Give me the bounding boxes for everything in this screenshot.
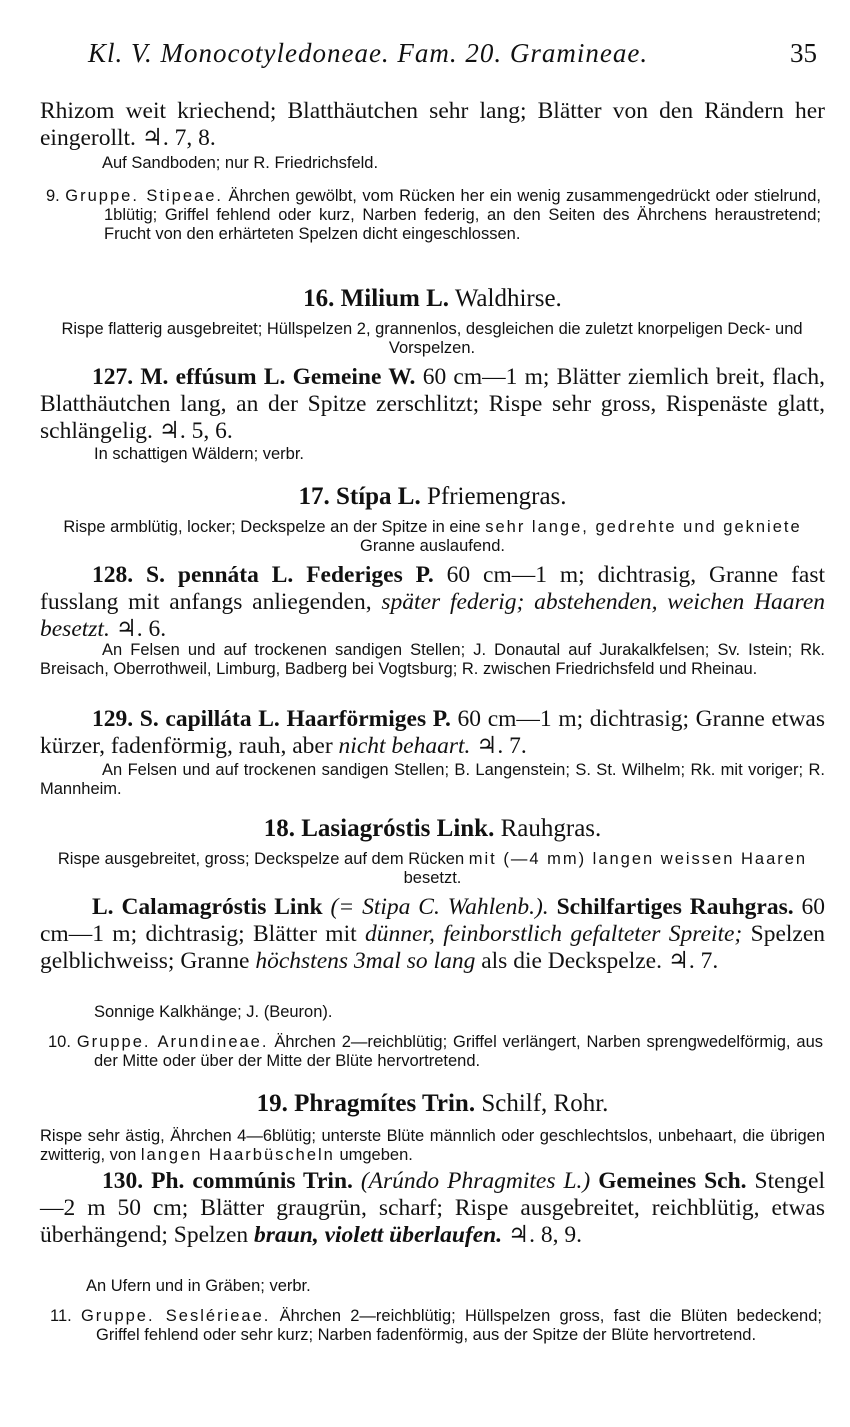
- species-common-name: Haarförmiges P.: [286, 706, 451, 732]
- running-title: Kl. V. Monocotyledoneae. Fam. 20. Gramineae.: [88, 38, 649, 68]
- species-synonym: (= Stipa C. Wahlenb.).: [330, 894, 549, 920]
- species-number: 128.: [92, 562, 134, 588]
- group-number: 10.: [48, 1033, 71, 1051]
- species-text: 60 cm—1 m; Blätter ziemlich breit, flach, Blatthäutchen lang, an der Spitze zerschlitzt; Rispe sehr gross, Rispenäste glatt, schlängelig. ♃. 5, 6.: [40, 364, 826, 444]
- group-name: Gruppe. Arundineae.: [76, 1033, 269, 1051]
- genus-16-heading: 16. Milium L. Waldhirse.: [303, 285, 562, 312]
- genus-16-description: Rispe flatterig ausgebreitet; Hüllspelzen 2, grannenlos, desgleichen die zuletzt knorpeligen Deck- und Vorspelzen.: [61, 320, 803, 357]
- species-name: S. pennáta L.: [146, 562, 294, 588]
- species-name: S. capilláta L.: [139, 706, 280, 732]
- page-number: 35: [790, 38, 817, 68]
- species-130-habitat: An Ufern und in Gräben; verbr.: [86, 1277, 311, 1295]
- genus-18-heading: 18. Lasiagróstis Link. Rauhgras.: [263, 815, 602, 842]
- species-129-habitat: An Felsen und auf trockenen sandigen Stellen; B. Langenstein; S. St. Wilhelm; Rk. mit voriger; R. Mannheim.: [40, 761, 825, 798]
- species-number: 127.: [92, 364, 134, 390]
- species-name: Ph. commúnis Trin.: [151, 1168, 353, 1194]
- species-number: 130.: [102, 1168, 144, 1194]
- genus-19-heading: 19. Phragmítes Trin. Schilf, Rohr.: [256, 1090, 609, 1117]
- species-lasiagrostis-calamagrostis: L. Calamagróstis Link (= Stipa C. Wahlenb.). Schilfartiges Rauhgras. 60 cm—1 m; dichtrasig; Blätter mit dünner, feinborstlich gefalteter Spreite; Spelzen gelblichweiss; Granne höchstens 3mal so lang als die Deckspelze. ♃. 7.: [40, 894, 826, 974]
- genus-19-description: Rispe sehr ästig, Ährchen 4—6blütig; unterste Blüte männlich oder geschlechtslos, unbehaart, die übrigen zwitterig, von langen Haarbüscheln umgeben.: [40, 1127, 825, 1164]
- species-synonym: (Arúndo Phragmites L.): [360, 1168, 591, 1194]
- genus-common-name: Waldhirse.: [454, 285, 562, 312]
- genus-17-description: Rispe armblütig, locker; Deckspelze an der Spitze in eine sehr lange, gedrehte und gekniete Granne auslaufend.: [63, 518, 802, 555]
- group-name: Gruppe. Seslérieae.: [80, 1307, 271, 1325]
- species-name: M. effúsum L.: [140, 364, 286, 390]
- genus-common-name: Pfriemengras.: [426, 483, 567, 510]
- genus-18-description: Rispe ausgebreitet, gross; Deckspelze auf dem Rücken mit (—4 mm) langen weissen Haaren besetzt.: [57, 850, 808, 887]
- group-10: [48, 1033, 823, 1071]
- genus-name: Stípa L.: [335, 483, 421, 510]
- group-9: [46, 187, 821, 244]
- group-11: [50, 1307, 822, 1345]
- species-common-name: Federiges P.: [306, 562, 434, 588]
- group-text: Ährchen 2—reichblütig; Griffel verlängert, Narben sprengwedelförmig, aus der Mitte oder über der Mitte der Blüte hervortretend.: [94, 1033, 823, 1070]
- running-header: [0, 38, 850, 78]
- species-127: [40, 364, 825, 445]
- habitat-note: Auf Sandboden; nur R. Friedrichsfeld.: [102, 154, 379, 172]
- genus-name: Lasiagróstis Link.: [301, 815, 495, 842]
- species-common-name: Gemeine W.: [292, 364, 416, 390]
- species-129: 129. S. capilláta L. Haarförmiges P. 60 cm—1 m; dichtrasig; Granne etwas kürzer, fadenförmig, rauh, aber nicht behaart. ♃. 7.: [40, 706, 825, 759]
- species-number: 129.: [92, 706, 134, 732]
- group-text: Ährchen gewölbt, vom Rücken her ein wenig zusammengedrückt oder stielrund, 1blütig; Griffel fehlend oder kurz, Narben federig, an den Seiten des Ährchens heraustretend; Frucht von den erhärteten Spelzen dicht eingeschlossen.: [104, 187, 821, 243]
- species-128-habitat: An Felsen und auf trockenen sandigen Stellen; J. Donautal auf Jurakalkfelsen; Sv. Istein; Rk. Breisach, Oberrothweil, Limburg, Badberg bei Vogtsburg; R. zwischen Friedrichsfeld und Rheinau.: [40, 641, 825, 678]
- species-128: 128. S. pennáta L. Federiges P. 60 cm—1 m; dichtrasig, Granne fast fusslang mit anfangs anliegenden, später federig; abstehenden, weichen Haaren besetzt. ♃. 6.: [40, 562, 826, 642]
- continuation-text: Rhizom weit kriechend; Blatthäutchen sehr lang; Blätter von den Rändern her eingerollt. ♃. 7, 8.: [40, 98, 825, 151]
- species-common-name: Gemeines Sch.: [598, 1168, 747, 1194]
- genus-common-name: Rauhgras.: [500, 815, 602, 842]
- group-text: Ährchen 2—reichblütig; Hüllspelzen gross, fast die Blüten bedeckend; Griffel fehlend oder sehr kurz; Narben fadenförmig, aus der Spitze der Blüte hervortretend.: [96, 1307, 822, 1344]
- species-127-habitat: In schattigen Wäldern; verbr.: [94, 445, 305, 463]
- genus-17-heading: 17. Stípa L. Pfriemengras.: [298, 483, 567, 510]
- species-130: 130. Ph. commúnis Trin. (Arúndo Phragmites L.) Gemeines Sch. Stengel —2 m 50 cm; Blätter graugrün, scharf; Rispe ausgebreitet, reichblütig, etwas überhängend; Spelzen braun, violett überlaufen. ♃. 8, 9.: [40, 1168, 825, 1248]
- species-lc-habitat: Sonnige Kalkhänge; J. (Beuron).: [94, 1003, 333, 1021]
- species-name: L. Calamagróstis Link: [92, 894, 323, 920]
- species-common-name: Schilfartiges Rauhgras.: [556, 894, 794, 920]
- genus-name: Phragmítes Trin.: [294, 1090, 476, 1117]
- group-number: 11.: [50, 1307, 72, 1325]
- group-number: 9.: [46, 187, 60, 205]
- genus-name: Milium L.: [340, 285, 450, 312]
- genus-common-name: Schilf, Rohr.: [481, 1090, 609, 1117]
- group-name: Gruppe. Stipeae.: [65, 187, 223, 205]
